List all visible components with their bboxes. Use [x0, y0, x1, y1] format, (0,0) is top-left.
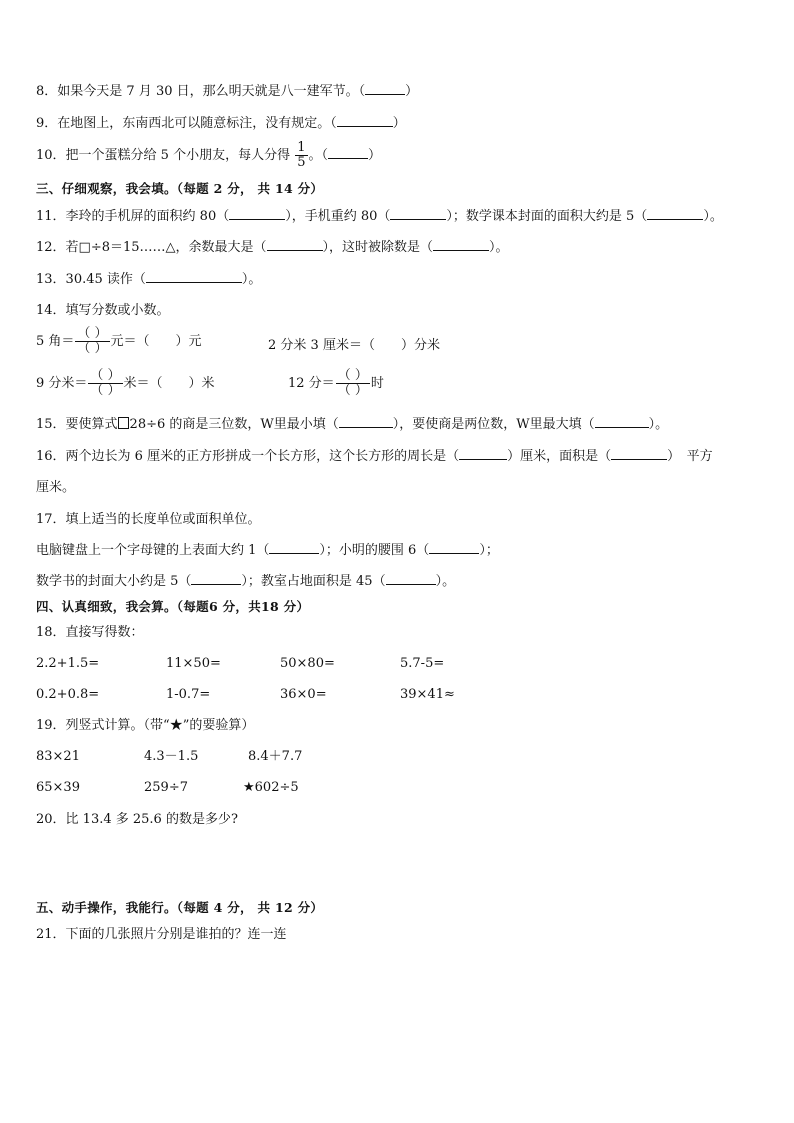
answer-blank[interactable]: [433, 238, 489, 251]
calc-item: 50×80=: [280, 656, 335, 671]
answer-blank[interactable]: [611, 447, 667, 460]
fraction-blank[interactable]: $\frac{( )}{( )}$: [337, 368, 368, 398]
answer-blank[interactable]: [390, 207, 446, 220]
question-9-text: 9．在地图上，东南西北可以随意标注，没有规定。（: [36, 116, 337, 131]
answer-blank[interactable]: [459, 447, 507, 460]
calc-item: 65×39: [36, 780, 80, 795]
question-18-title: 18．直接写得数：: [36, 625, 144, 640]
question-13: 13．30.45 读作（ ）。: [36, 272, 262, 287]
answer-blank[interactable]: [339, 415, 393, 428]
calc-item: 83×21: [36, 749, 80, 764]
question-20: 20．比 13.4 多 25.6 的数是多少?: [36, 812, 238, 827]
calc-item: 8.4＋7.7: [248, 749, 303, 764]
question-14-item-2: 2 分米 3 厘米＝（ ）分米: [268, 338, 440, 353]
answer-blank[interactable]: [269, 541, 319, 554]
answer-blank[interactable]: [146, 270, 242, 283]
calc-item: 4.3－1.5: [144, 749, 199, 764]
question-9: 9．在地图上，东南西北可以随意标注，没有规定。（ ）: [36, 116, 406, 131]
calc-item: 259÷7: [144, 780, 188, 795]
section-3-title: 三、仔细观察，我会填。（每题 2 分， 共 14 分）: [36, 181, 324, 196]
answer-blank[interactable]: [328, 146, 368, 159]
answer-blank[interactable]: [386, 572, 436, 585]
question-14-title: 14．填写分数或小数。: [36, 303, 170, 318]
answer-blank[interactable]: [229, 207, 285, 220]
calc-item: 36×0=: [280, 687, 327, 702]
calc-item: 11×50=: [166, 656, 221, 671]
fraction-blank[interactable]: $\frac{( )}{( )}$: [77, 326, 108, 356]
question-16: 16．两个边长为 6 厘米的正方形拼成一个长方形，这个长方形的周长是（ ）厘米，面积是（ ） 平方: [36, 449, 713, 464]
question-14-item-1: 5 角＝ $\frac{( )}{( )}$ 元＝（ ）元: [36, 326, 202, 356]
answer-blank[interactable]: [267, 238, 323, 251]
answer-blank[interactable]: [595, 415, 649, 428]
answer-blank[interactable]: [647, 207, 703, 220]
calc-item: ★602÷5: [243, 780, 299, 795]
calc-item: 0.2+0.8=: [36, 687, 100, 702]
question-14-item-4: 12 分＝ $\frac{( )}{( )}$ 时: [288, 368, 384, 398]
section-4-title: 四、认真细致，我会算。（每题6 分，共18 分）: [36, 599, 310, 614]
question-8: 8．如果今天是 7 月 30 日，那么明天就是八一建军节。（ ）: [36, 84, 419, 99]
section-5-title: 五、动手操作，我能行。（每题 4 分， 共 12 分）: [36, 900, 324, 915]
answer-blank[interactable]: [429, 541, 479, 554]
question-15: 15．要使算式 28÷6 的商是三位数，W里最小填（ ），要使商是两位数，W里最大填（ ）。: [36, 417, 669, 432]
square-box-icon: [118, 417, 129, 429]
question-8-text: 8．如果今天是 7 月 30 日，那么明天就是八一建军节。（: [36, 84, 366, 99]
calc-item: 2.2+1.5=: [36, 656, 100, 671]
calc-item: 39×41≈: [400, 687, 455, 702]
calc-item: 5.7-5=: [400, 656, 445, 671]
question-21: 21．下面的几张照片分别是谁拍的？连一连: [36, 927, 287, 942]
question-11: 11．李玲的手机屏的面积约 80（ ），手机重约 80（ ）；数学课本封面的面积大约是 5（ ）。: [36, 209, 723, 224]
fraction-one-fifth: $\frac{1}{5}$: [297, 140, 306, 170]
question-12: 12．若□÷8＝15……△，余数最大是（ ），这时被除数是（ ）。: [36, 240, 509, 255]
answer-blank[interactable]: [191, 572, 241, 585]
question-10: 10．把一个蛋糕分给 5 个小朋友，每人分得 $\frac{1}{5}$ 。（ ）: [36, 140, 382, 170]
question-17-line-1: 电脑键盘上一个字母键的上表面大约 1（ ）；小明的腰围 6（ ）；: [36, 543, 499, 558]
question-17-title: 17．填上适当的长度单位或面积单位。: [36, 512, 261, 527]
question-14-item-3: 9 分米＝ $\frac{( )}{( )}$ 米＝（ ）米: [36, 368, 215, 398]
question-16-continued: 厘米。: [36, 480, 76, 495]
answer-blank[interactable]: [365, 82, 405, 95]
question-19-title: 19．列竖式计算。（带“★”的要验算）: [36, 718, 255, 733]
fraction-blank[interactable]: $\frac{( )}{( )}$: [90, 368, 121, 398]
question-17-line-2: 数学书的封面大小约是 5（ ）；教室占地面积是 45（ ）。: [36, 574, 456, 589]
answer-blank[interactable]: [337, 114, 393, 127]
calc-item: 1-0.7=: [166, 687, 211, 702]
